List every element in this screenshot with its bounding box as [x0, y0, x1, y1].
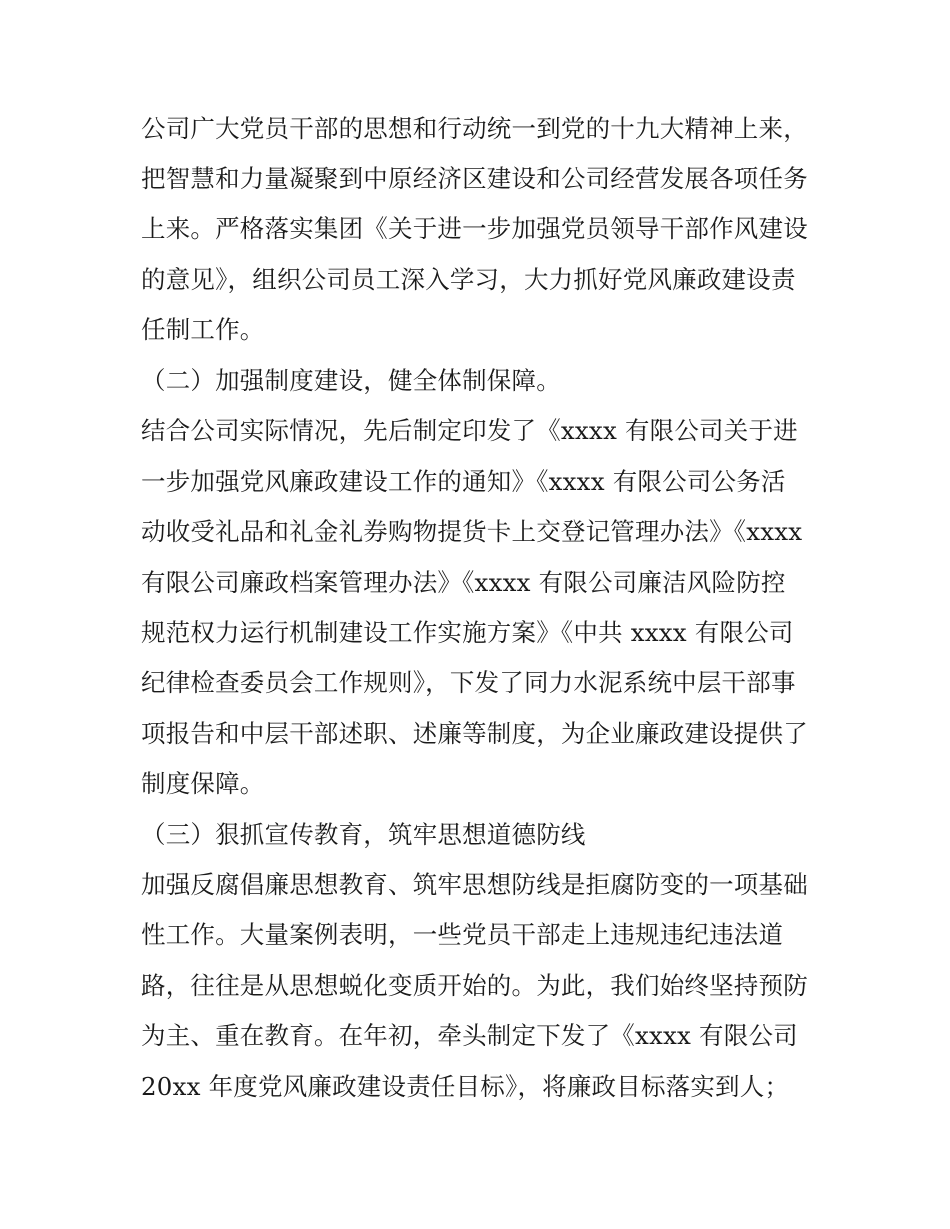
paragraph-line: 上来。严格落实集团《关于进一步加强党员领导干部作风建设 [141, 214, 808, 243]
paragraph-line: 把智慧和力量凝聚到中原经济区建设和公司经营发展各项任务 [141, 164, 808, 193]
paragraph-line: 的意见》，组织公司员工深入学习，大力抓好党风廉政建设责 [141, 265, 796, 294]
paragraph-line: 路，往往是从思想蜕化变质开始的。为此，我们始终坚持预防 [141, 971, 808, 1000]
paragraph-line: 任制工作。 [141, 315, 265, 344]
paragraph-line: 项报告和中层干部述职、述廉等制度，为企业廉政建设提供了 [141, 719, 808, 748]
paragraph-line: 制度保障。 [141, 769, 265, 798]
paragraph-line: 结合公司实际情况，先后制定印发了《xxxx 有限公司关于进 [141, 416, 798, 445]
paragraph-line: 动收受礼品和礼金礼券购物提货卡上交登记管理办法》《xxxx [141, 517, 803, 546]
paragraph-line: 公司广大党员干部的思想和行动统一到党的十九大精神上来， [141, 114, 808, 143]
paragraph-line: 有限公司廉政档案管理办法》《xxxx 有限公司廉洁风险防控 [141, 568, 786, 597]
paragraph-line: 为主、重在教育。在年初，牵头制定下发了《xxxx 有限公司 [141, 1021, 798, 1050]
paragraph-line: 加强反腐倡廉思想教育、筑牢思想防线是拒腐防变的一项基础 [141, 870, 808, 899]
paragraph-line: 纪律检查委员会工作规则》，下发了同力水泥系统中层干部事 [141, 668, 796, 697]
paragraph-line: 一步加强党风廉政建设工作的通知》《xxxx 有限公司公务活 [141, 467, 786, 496]
paragraph-line: 性工作。大量案例表明，一些党员干部走上违规违纪违法道 [141, 920, 784, 949]
section-heading: （三）狠抓宣传教育，筑牢思想道德防线 [141, 820, 586, 849]
paragraph-line: 20xx 年度党风廉政建设责任目标》，将廉政目标落实到人； [141, 1072, 790, 1101]
section-heading: （二）加强制度建设，健全体制保障。 [141, 366, 561, 395]
paragraph-line: 规范权力运行机制建设工作实施方案》《中共 xxxx 有限公司 [141, 618, 794, 647]
